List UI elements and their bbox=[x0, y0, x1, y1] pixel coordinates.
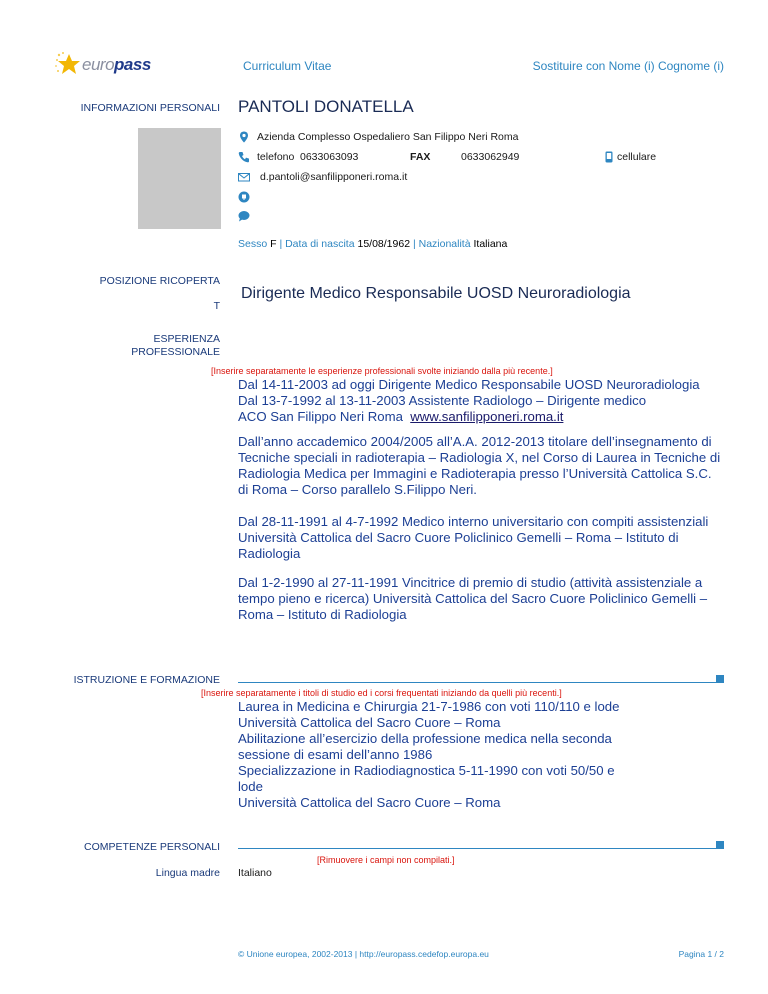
education-note: [Inserire separatamente i titoli di studio ed i corsi frequentati iniziando da quelli più recenti.] bbox=[201, 688, 562, 698]
experience-block-1 bbox=[238, 377, 738, 425]
experience-line: Radiologia Medica per Immagini e Radioterapia presso l’Università Cattolica S.C. bbox=[238, 466, 712, 481]
experience-line: Dall’anno accademico 2004/2005 all’A.A. 2012-2013 titolare dell’insegnamento di bbox=[238, 434, 712, 449]
nationality-label: | Nazionalità bbox=[412, 238, 471, 250]
personal-info-label: INFORMAZIONI PERSONALI bbox=[80, 102, 220, 114]
email-icon bbox=[238, 171, 250, 183]
education-line: sessione di esami dell’anno 1986 bbox=[238, 747, 433, 762]
education-line: lode bbox=[238, 779, 263, 794]
cv-title: Curriculum Vitae bbox=[243, 59, 332, 73]
personal-details-line bbox=[238, 238, 507, 250]
experience-label-line2: PROFESSIONALE bbox=[131, 346, 220, 358]
position-label: POSIZIONE RICOPERTA bbox=[99, 275, 220, 287]
experience-block-2 bbox=[238, 434, 738, 498]
logo-text-euro: euro bbox=[82, 55, 115, 74]
experience-label-line1: ESPERIENZA bbox=[153, 333, 220, 345]
experience-line: Radiologia bbox=[238, 546, 301, 561]
education-label: ISTRUZIONE E FORMAZIONE bbox=[73, 674, 220, 686]
footer-page-number: Pagina 1 / 2 bbox=[678, 949, 724, 959]
position-label-extra: T bbox=[213, 300, 220, 312]
experience-line: Università Cattolica del Sacro Cuore Policlinico Gemelli – Roma – Istituto di bbox=[238, 530, 679, 545]
mother-tongue-value: Italiano bbox=[238, 867, 272, 879]
experience-note: [Inserire separatamente le esperienze professionali svolte iniziando dalla più recente.] bbox=[211, 366, 553, 376]
experience-line: di Roma – Corso parallelo S.Filippo Neri. bbox=[238, 482, 477, 497]
nationality-value: Italiana bbox=[473, 238, 508, 250]
fax-number: 0633062949 bbox=[461, 151, 520, 163]
person-name: PANTOLI DONATELLA bbox=[238, 97, 414, 116]
location-pin-icon bbox=[238, 131, 250, 143]
phone-icon bbox=[238, 151, 250, 163]
experience-block-4 bbox=[238, 575, 738, 623]
birth-value: 15/08/1962 bbox=[357, 238, 411, 250]
skills-note: [Rimuovere i campi non compilati.] bbox=[317, 855, 455, 865]
website-link[interactable]: www.sanfilipponeri.roma.it bbox=[410, 409, 564, 424]
education-line: Università Cattolica del Sacro Cuore – Roma bbox=[238, 795, 501, 810]
position-value: Dirigente Medico Responsabile UOSD Neuroradiologia bbox=[241, 285, 631, 302]
sex-value: F bbox=[270, 238, 277, 250]
logo-text-pass: pass bbox=[114, 55, 151, 74]
skills-divider bbox=[238, 848, 716, 849]
education-divider-marker bbox=[716, 675, 724, 683]
mother-tongue-label: Lingua madre bbox=[155, 867, 220, 879]
skills-label: COMPETENZE PERSONALI bbox=[84, 841, 220, 853]
experience-line: Dal 13-7-1992 al 13-11-2003 Assistente Radiologo – Dirigente medico bbox=[238, 393, 647, 408]
name-placeholder: Sostituire con Nome (i) Cognome (i) bbox=[532, 59, 724, 73]
experience-line: Tecniche speciali in radioterapia – Radiologia X, nel Corso di Laurea in Tecniche di bbox=[238, 450, 721, 465]
birth-label: | Data di nascita bbox=[279, 238, 355, 250]
fax-label: FAX bbox=[410, 151, 431, 163]
photo-placeholder bbox=[138, 128, 221, 229]
experience-line: Dal 28-11-1991 al 4-7-1992 Medico interno universitario con compiti assistenziali bbox=[238, 514, 709, 529]
footer-copyright: © Unione europea, 2002-2013 | http://europass.cedefop.europa.eu bbox=[238, 949, 489, 959]
education-divider bbox=[238, 682, 716, 683]
education-block bbox=[238, 699, 638, 811]
experience-line bbox=[238, 409, 738, 425]
education-line: Abilitazione all’esercizio della professione medica nella seconda bbox=[238, 731, 612, 746]
sex-label: Sesso bbox=[238, 238, 268, 250]
experience-line: Dal 1-2-1990 al 27-11-1991 Vincitrice di premio di studio (attività assistenziale a bbox=[238, 575, 703, 590]
experience-line: Dal 14-11-2003 ad oggi Dirigente Medico Responsabile UOSD Neuroradiologia bbox=[238, 377, 700, 392]
europass-wordmark bbox=[82, 55, 151, 75]
experience-line: Roma – Istituto di Radiologia bbox=[238, 607, 407, 622]
experience-block-3 bbox=[238, 514, 738, 562]
education-line: Laurea in Medicina e Chirurgia 21-7-1986 con voti 110/110 e lode bbox=[238, 699, 620, 714]
experience-line: tempo pieno e ricerca) Università Cattolica del Sacro Cuore Policlinico Gemelli – bbox=[238, 591, 708, 606]
phone-label: telefono bbox=[257, 151, 295, 163]
education-line: Specializzazione in Radiodiagnostica 5-11-1990 con voti 50/50 e bbox=[238, 763, 615, 778]
education-line: Università Cattolica del Sacro Cuore – Roma bbox=[238, 715, 501, 730]
mobile-label: cellulare bbox=[617, 151, 657, 163]
website-icon bbox=[238, 191, 250, 203]
phone-number: 0633063093 bbox=[300, 151, 359, 163]
mobile-phone-icon bbox=[603, 151, 615, 163]
skills-divider-marker bbox=[716, 841, 724, 849]
employer-text: ACO San Filippo Neri Roma bbox=[238, 409, 411, 424]
email-address[interactable]: d.pantoli@sanfilipponeri.roma.it bbox=[260, 171, 408, 183]
address: Azienda Complesso Ospedaliero San Filippo Neri Roma bbox=[257, 131, 519, 143]
chat-bubble-icon bbox=[238, 210, 250, 222]
